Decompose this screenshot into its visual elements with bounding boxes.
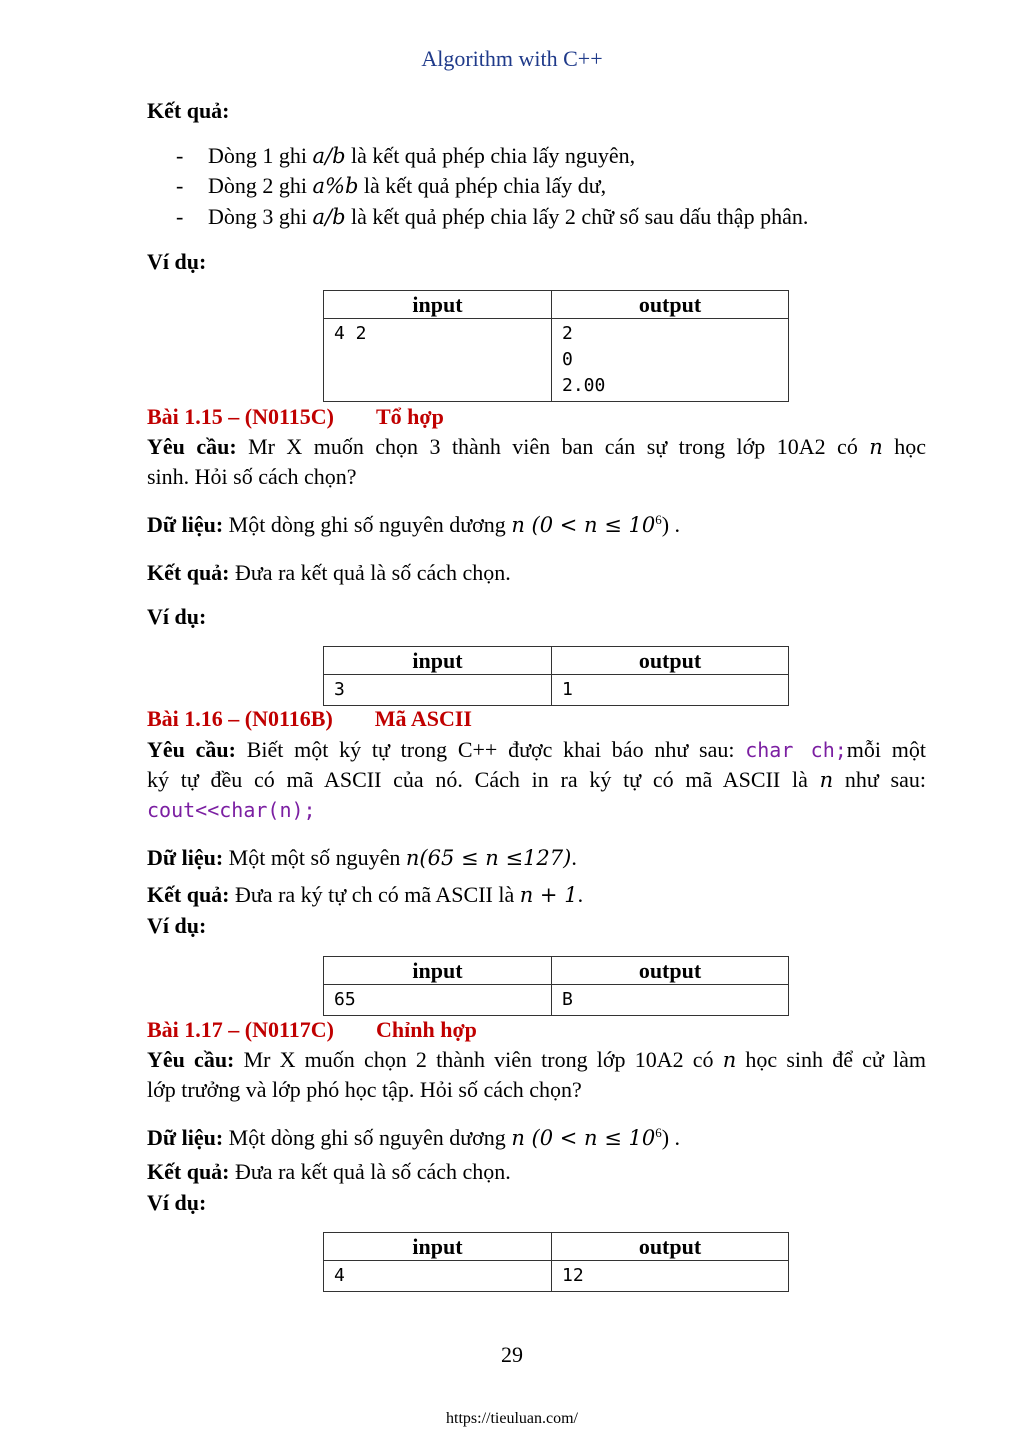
output-spec: Kết quả: Đưa ra kết quả là số cách chọn. <box>147 560 511 585</box>
example-heading: Ví dụ: <box>147 249 207 274</box>
input-spec: Dữ liệu: Một dòng ghi số nguyên dương n $(0 < n \le 10^6)$ . <box>147 1125 681 1150</box>
table-header-input: input <box>324 1233 552 1261</box>
page-header: Algorithm with C++ <box>421 46 603 71</box>
table-header-output: output <box>552 647 789 675</box>
table-header-input: input <box>324 647 552 675</box>
table-cell-output: 1 <box>552 675 789 706</box>
table-header-output: output <box>552 291 789 319</box>
table-header-input: input <box>324 291 552 319</box>
table-cell-input: 4 2 <box>324 319 552 402</box>
example-table <box>323 646 789 706</box>
code-snippet: cout<<char(n); <box>147 798 316 822</box>
table-cell-output: 12 <box>552 1261 789 1292</box>
input-spec: Dữ liệu: Một dòng ghi số nguyên dương n $(0 < n \le 10^6)$ . <box>147 512 681 537</box>
exercise-title: Bài 1.17 – (N0117C) Chỉnh hợp <box>147 1017 477 1042</box>
table-cell-output: B <box>552 985 789 1016</box>
requirement-line: Yêu cầu: Mr X muốn chọn 2 thành viên trong lớp 10A2 có n học sinh để cử làm <box>147 1047 926 1072</box>
requirement-line: lớp trưởng và lớp phó học tập. Hỏi số cách chọn? <box>147 1077 582 1102</box>
table-cell-input: 4 <box>324 1261 552 1292</box>
output-spec: Kết quả: Đưa ra ký tự ch có mã ASCII là n + 1. <box>147 882 584 907</box>
example-heading: Ví dụ: <box>147 604 207 629</box>
exercise-title: Bài 1.15 – (N0115C) Tổ hợp <box>147 404 444 429</box>
example-table <box>323 956 789 1016</box>
table-cell-input: 3 <box>324 675 552 706</box>
example-table <box>323 290 789 402</box>
requirement-line: ký tự đều có mã ASCII của nó. Cách in ra ký tự có mã ASCII là n như sau: <box>147 767 926 792</box>
example-table <box>323 1232 789 1292</box>
table-cell-output: 2 0 2.00 <box>552 319 789 402</box>
footer-url[interactable]: https://tieuluan.com/ <box>446 1410 578 1427</box>
requirement-line: sinh. Hỏi số cách chọn? <box>147 464 357 489</box>
result-heading: Kết quả: <box>147 98 230 123</box>
table-header-output: output <box>552 957 789 985</box>
exercise-title: Bài 1.16 – (N0116B) Mã ASCII <box>147 706 472 731</box>
bullet-item: - Dòng 1 ghi a/b là kết quả phép chia lấy nguyên, <box>176 143 636 168</box>
output-spec: Kết quả: Đưa ra kết quả là số cách chọn. <box>147 1159 511 1184</box>
example-heading: Ví dụ: <box>147 1190 207 1215</box>
requirement-line: Yêu cầu: Biết một ký tự trong C++ được khai báo như sau: char ch;mỗi một <box>147 737 927 762</box>
input-spec: Dữ liệu: Một một số nguyên n(65 ≤ n ≤127). <box>147 845 577 870</box>
requirement-line: Yêu cầu: Mr X muốn chọn 3 thành viên ban cán sự trong lớp 10A2 có n học <box>147 434 926 459</box>
page-number: 29 <box>501 1342 523 1367</box>
table-header-input: input <box>324 957 552 985</box>
table-header-output: output <box>552 1233 789 1261</box>
bullet-item: - Dòng 3 ghi a/b là kết quả phép chia lấy 2 chữ số sau dấu thập phân. <box>176 204 809 229</box>
example-heading: Ví dụ: <box>147 913 207 938</box>
table-cell-input: 65 <box>324 985 552 1016</box>
bullet-item: - Dòng 2 ghi a%b là kết quả phép chia lấy dư, <box>176 173 607 198</box>
